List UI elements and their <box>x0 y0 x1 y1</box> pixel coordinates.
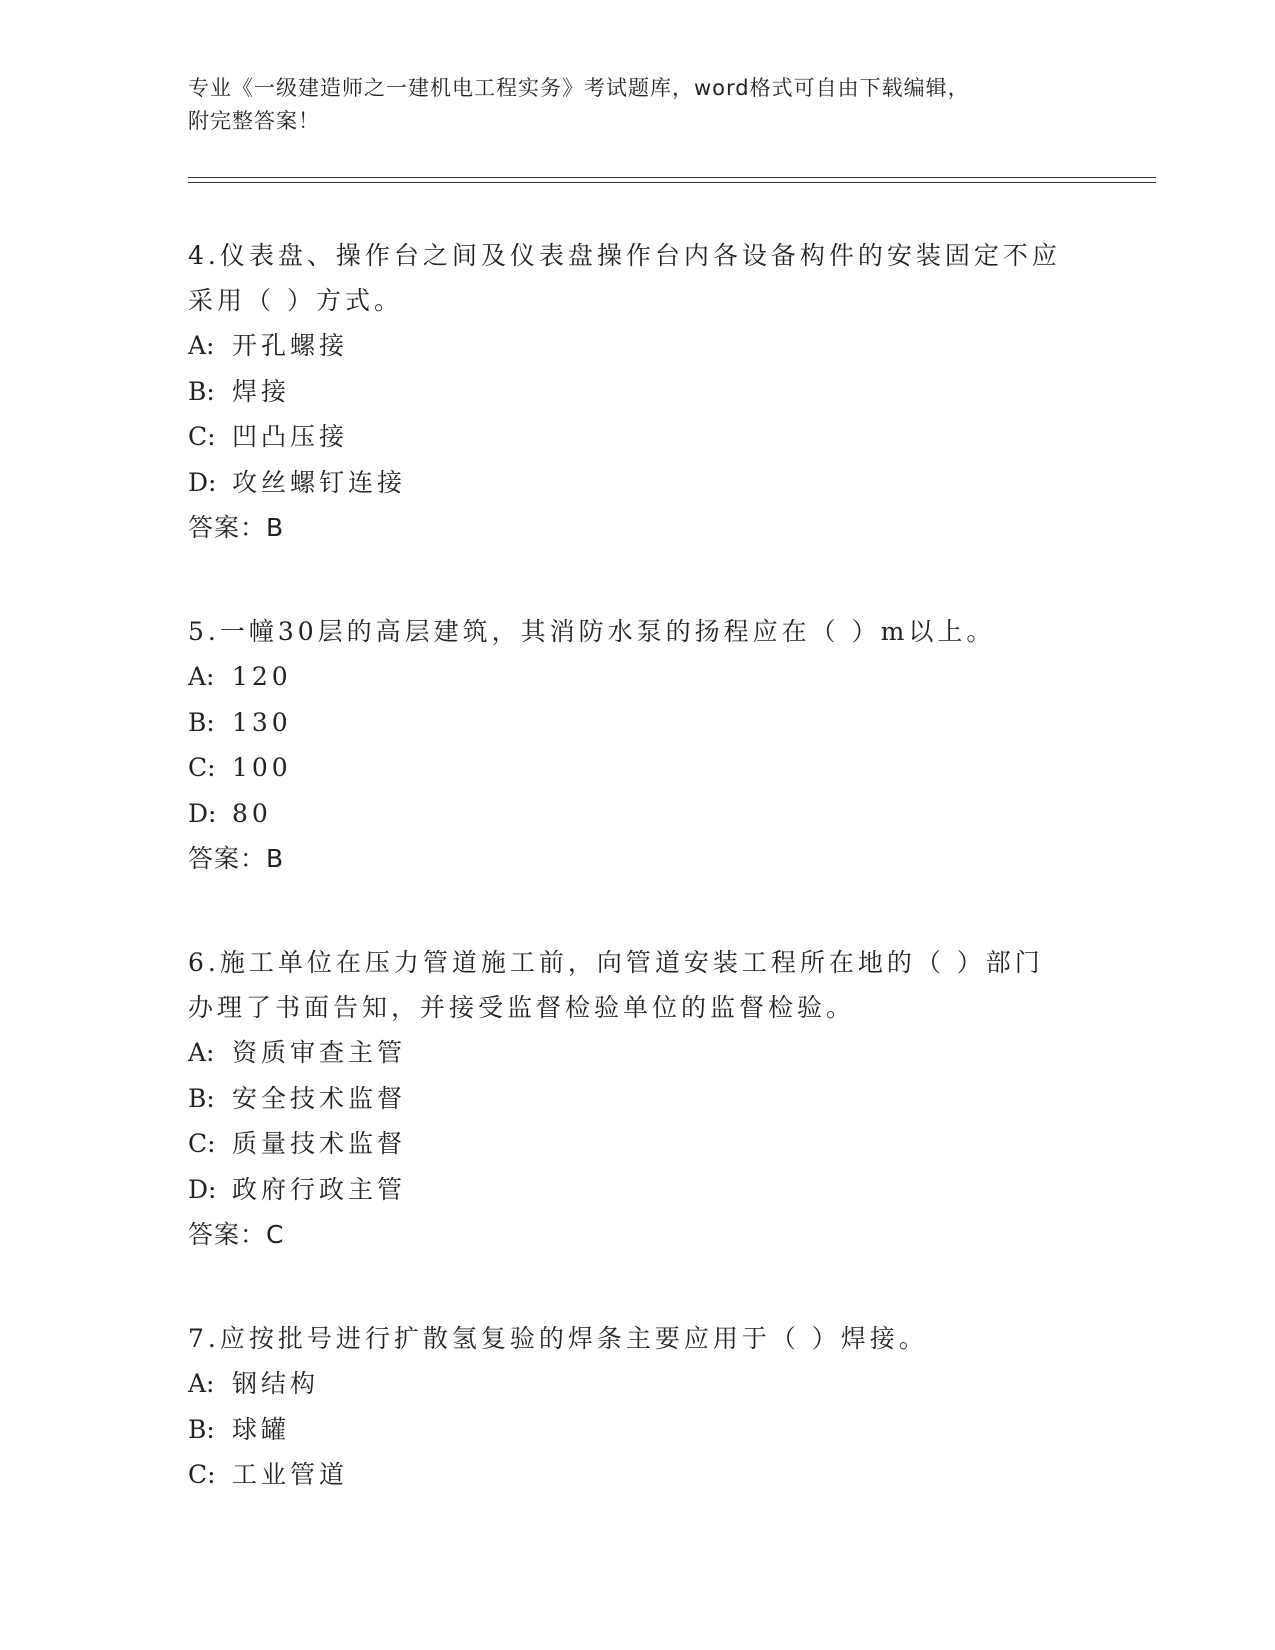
option-letter: A: <box>188 662 215 691</box>
option-text: 80 <box>232 798 272 828</box>
option-text: 钢结构 <box>232 1369 320 1398</box>
option-d <box>188 1167 1088 1213</box>
option-d <box>188 791 1088 837</box>
option-b <box>188 1407 1088 1453</box>
answer-line: 答案：B <box>188 513 285 542</box>
question-item <box>188 609 1088 881</box>
option-c <box>188 1452 1088 1498</box>
option-text: 质量技术监督 <box>232 1129 407 1158</box>
option-letter: C: <box>188 753 216 782</box>
option-text: 开孔螺接 <box>232 331 349 360</box>
option-d <box>188 460 1088 506</box>
option-letter: D: <box>188 1174 217 1204</box>
option-text: 焊接 <box>232 376 291 406</box>
question-item <box>188 1316 1088 1498</box>
option-text: 130 <box>232 707 292 737</box>
question-stem-continued: 办理了书面告知，并接受监督检验单位的监督检验。 <box>188 993 856 1022</box>
option-letter: A: <box>188 1369 215 1398</box>
question-item <box>188 940 1088 1257</box>
question-stem-continued: 采用（ ）方式。 <box>188 286 403 315</box>
question-stem: 5.一幢30层的高层建筑，其消防水泵的扬程应在（ ）m以上。 <box>188 617 996 646</box>
option-text: 120 <box>232 662 292 691</box>
option-text: 资质审查主管 <box>232 1038 407 1067</box>
header-line-2: 附完整答案！ <box>188 109 320 133</box>
option-text: 凹凸压接 <box>232 422 349 451</box>
option-a <box>188 1361 1088 1407</box>
option-letter: B: <box>188 707 215 737</box>
option-a <box>188 654 1088 700</box>
option-letter: B: <box>188 376 215 406</box>
option-a <box>188 1030 1088 1076</box>
option-text: 工业管道 <box>232 1460 349 1489</box>
option-letter: D: <box>188 467 217 497</box>
header-divider-top <box>188 177 1156 178</box>
option-letter: C: <box>188 1460 216 1489</box>
question-stem: 6.施工单位在压力管道施工前，向管道安装工程所在地的（ ）部门 <box>188 948 1044 977</box>
answer-line: 答案：B <box>188 844 285 873</box>
option-c <box>188 745 1088 791</box>
question-stem: 7.应按批号进行扩散氢复验的焊条主要应用于（ ）焊接。 <box>188 1324 928 1353</box>
option-letter: A: <box>188 331 215 360</box>
option-letter: D: <box>188 798 217 828</box>
option-letter: C: <box>188 1129 216 1158</box>
question-list <box>188 233 1088 1557</box>
header-line-1: 专业《一级建造师之一建机电工程实务》考试题库，word格式可自由下载编辑， <box>188 76 970 100</box>
option-letter: B: <box>188 1083 215 1113</box>
answer-line: 答案：C <box>188 1220 285 1249</box>
option-text: 攻丝螺钉连接 <box>232 467 407 497</box>
option-text: 100 <box>232 753 292 782</box>
document-header <box>188 72 1088 138</box>
option-letter: B: <box>188 1414 215 1444</box>
question-stem: 4.仪表盘、操作台之间及仪表盘操作台内各设备构件的安装固定不应 <box>188 241 1061 270</box>
option-a <box>188 323 1088 369</box>
option-text: 政府行政主管 <box>232 1174 407 1204</box>
option-letter: A: <box>188 1038 215 1067</box>
option-text: 安全技术监督 <box>232 1083 407 1113</box>
option-c <box>188 414 1088 460</box>
option-b <box>188 1076 1088 1122</box>
option-c <box>188 1121 1088 1167</box>
option-b <box>188 369 1088 415</box>
option-text: 球罐 <box>232 1414 291 1444</box>
question-item <box>188 233 1088 550</box>
option-b <box>188 700 1088 746</box>
option-letter: C: <box>188 422 216 451</box>
header-divider-bottom <box>188 182 1156 183</box>
